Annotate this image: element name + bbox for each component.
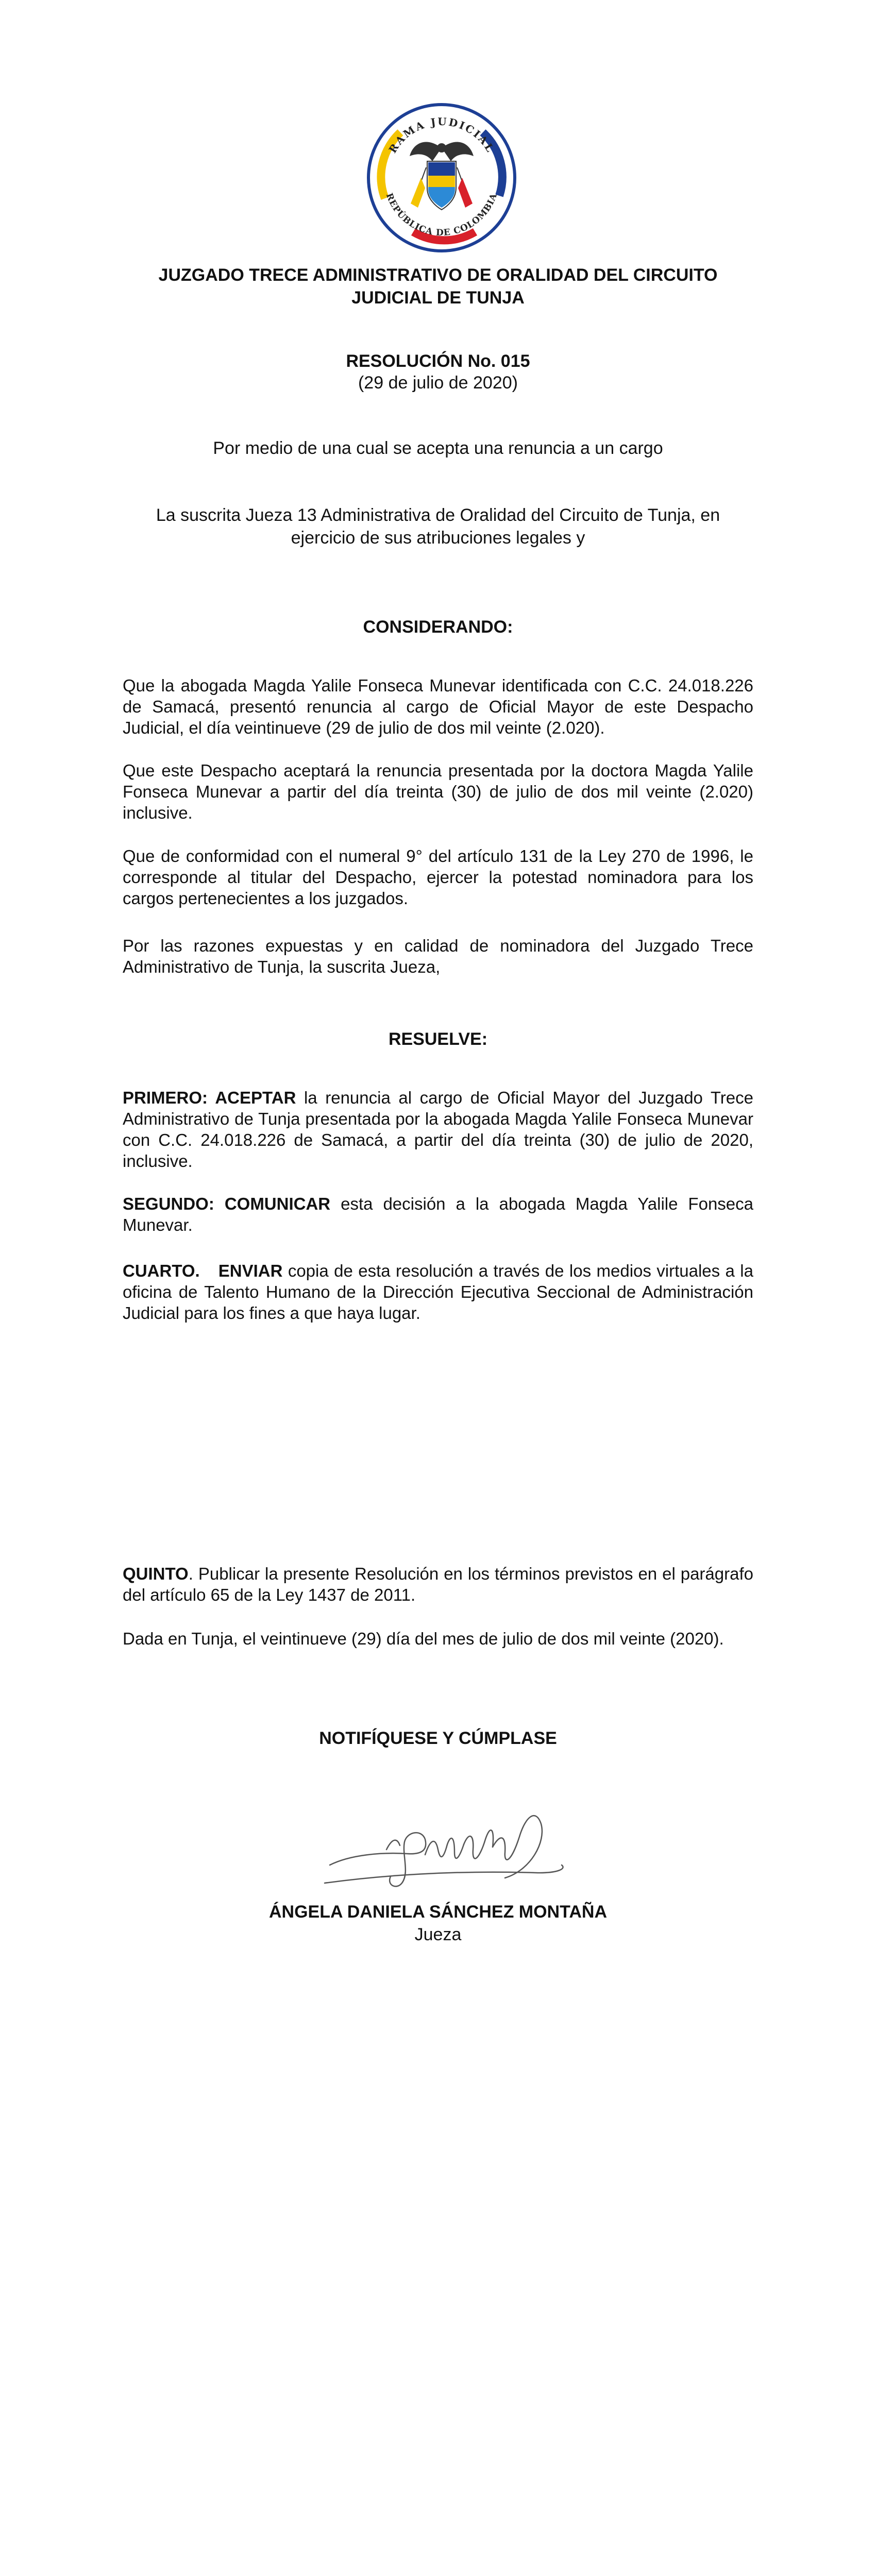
- quinto-text: . Publicar la presente Resolución en los términos previstos en el parágrafo del artículo 65 de la Ley 1437 de 2011.: [123, 1564, 753, 1604]
- court-title-line1: JUZGADO TRECE ADMINISTRATIVO DE ORALIDAD DEL CIRCUITO: [158, 265, 718, 285]
- considerando-paragraph-2: [123, 760, 753, 823]
- paragraph-text: Por las razones expuestas y en calidad de nominadora del Juzgado Trece Administrativo de Tunja, la suscrita Jueza,: [123, 936, 753, 976]
- resuelve-segundo: [123, 1193, 753, 1235]
- paragraph-text: Que este Despacho aceptará la renuncia presentada por la doctora Magda Yalile Fonseca Munevar a partir del día treinta (30) de julio de dos mil veinte (2.020) inclusive.: [123, 761, 753, 822]
- cuarto-label-enviar: ENVIAR: [218, 1261, 283, 1280]
- court-title-line2: JUDICIAL DE TUNJA: [351, 288, 525, 308]
- paragraph-text: Que de conformidad con el numeral 9° del artículo 131 de la Ley 270 de 1996, le corresponde al titular del Despacho, ejercer la potestad nominadora para los cargos pertenecientes a los juzgados.: [123, 846, 753, 908]
- resolution-title: RESOLUCIÓN No. 015: [346, 351, 530, 371]
- paragraph-text: [123, 1087, 753, 1172]
- resuelve-heading: RESUELVE:: [388, 1029, 488, 1049]
- intro-line1: La suscrita Jueza 13 Administrativa de Oralidad del Circuito de Tunja, en: [156, 505, 720, 525]
- resolution-subject: Por medio de una cual se acepta una renuncia a un cargo: [213, 438, 663, 458]
- considerando-heading: CONSIDERANDO:: [363, 617, 513, 637]
- svg-text:RAMA JUDICIAL: RAMA JUDICIAL: [386, 115, 497, 156]
- considerando-paragraph-3: [123, 845, 753, 909]
- notifiquese-heading: NOTIFÍQUESE Y CÚMPLASE: [319, 1728, 557, 1748]
- paragraph-text: [123, 1260, 753, 1324]
- paragraph-text: Que la abogada Magda Yalile Fonseca Munevar identificada con C.C. 24.018.226 de Samacá, presentó renuncia al cargo de Oficial Mayor de este Despacho Judicial, el día veintinueve (29 de julio de dos mil veinte (2.020).: [123, 676, 753, 737]
- cuarto-label: CUARTO.: [123, 1261, 200, 1280]
- primero-label: PRIMERO: ACEPTAR: [123, 1088, 296, 1107]
- resuelve-cuarto: [123, 1260, 753, 1324]
- segundo-label: SEGUNDO: COMUNICAR: [123, 1194, 331, 1213]
- handwritten-signature-icon: [319, 1788, 587, 1901]
- dada-en-tunja: [123, 1628, 753, 1649]
- cuarto-text: copia de esta resolución a través de los medios virtuales a la oficina de Talento Humano de la Dirección Ejecutiva Seccional de Administración Judicial para los fines a que haya lugar.: [123, 1261, 753, 1323]
- rama-judicial-seal-icon: [364, 100, 519, 255]
- court-title: [123, 264, 753, 309]
- resuelve-primero: [123, 1087, 753, 1172]
- signer-role: Jueza: [414, 1925, 462, 1944]
- considerando-paragraph-1: [123, 675, 753, 738]
- paragraph-text: Dada en Tunja, el veintinueve (29) día del mes de julio de dos mil veinte (2020).: [123, 1629, 724, 1648]
- segundo-text: esta decisión a la abogada Magda Yalile Fonseca Munevar.: [123, 1194, 754, 1234]
- svg-text:REPÚBLICA DE COLOMBIA: REPÚBLICA DE COLOMBIA: [383, 192, 500, 239]
- quinto-label: QUINTO: [123, 1564, 189, 1583]
- intro-line2: ejercicio de sus atribuciones legales y: [291, 528, 585, 548]
- paragraph-text: [123, 1193, 753, 1235]
- resuelve-quinto: [123, 1563, 753, 1605]
- resolution-date: (29 de julio de 2020): [358, 373, 518, 393]
- intro-paragraph: [123, 504, 753, 549]
- paragraph-text: [123, 1563, 753, 1605]
- primero-text: la renuncia al cargo de Oficial Mayor del Juzgado Trece Administrativo de Tunja presentada por la abogada Magda Yalile Fonseca Munevar con C.C. 24.018.226 de Samacá, a partir del día treinta (30) de julio de 2020, inclusive.: [123, 1088, 753, 1171]
- signer-name: ÁNGELA DANIELA SÁNCHEZ MONTAÑA: [268, 1902, 608, 1922]
- considerando-paragraph-4: [123, 935, 753, 977]
